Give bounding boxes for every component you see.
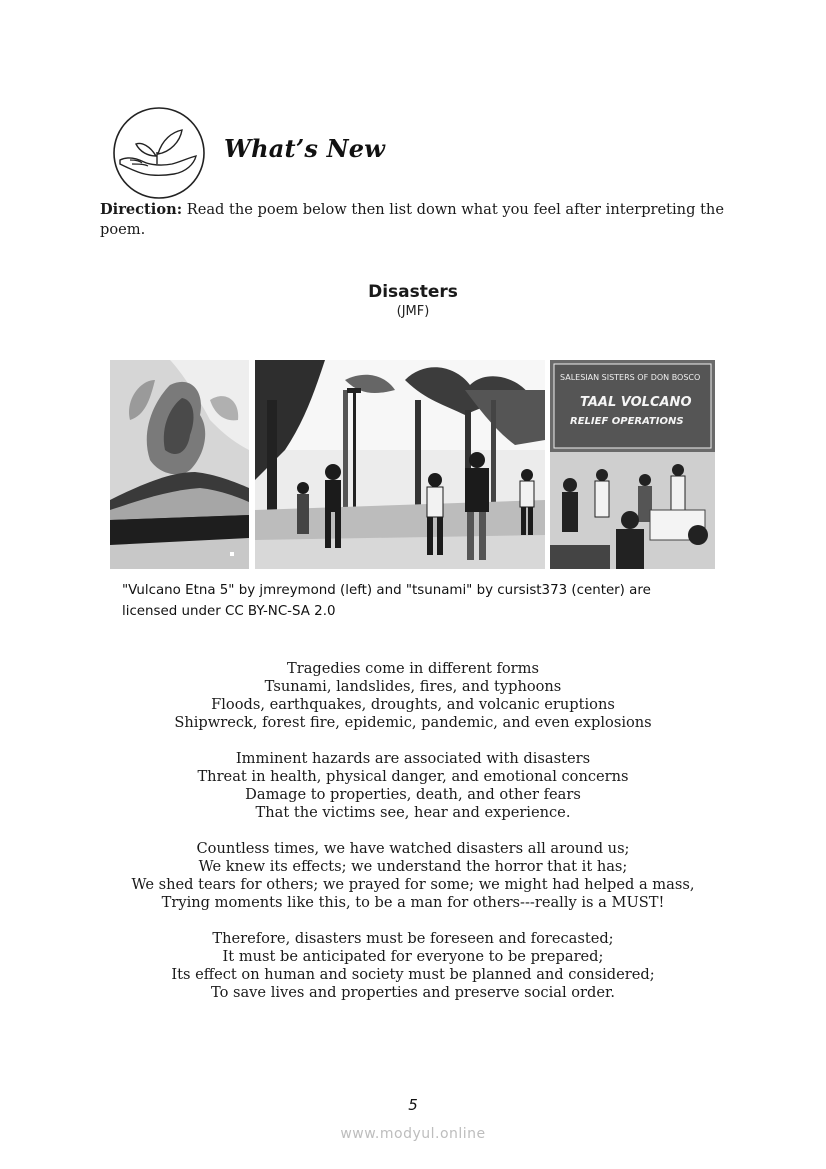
volcano-photo: [110, 360, 249, 569]
relief-operations-photo: [550, 360, 715, 569]
poem-line: Floods, earthquakes, droughts, and volcanic eruptions: [211, 696, 615, 713]
banner-line-2: TAAL VOLCANO: [580, 395, 692, 410]
poem-stanza-3: [0, 840, 826, 912]
page-number: 5: [408, 1096, 418, 1114]
poem-title: Disasters: [368, 282, 458, 302]
image-credits: [122, 580, 712, 622]
poem-line: Imminent hazards are associated with disasters: [235, 750, 591, 767]
poem-line: To save lives and properties and preserve social order.: [210, 984, 616, 1001]
poem-author: (JMF): [396, 304, 430, 319]
banner-line-3: RELIEF OPERATIONS: [570, 416, 684, 427]
poem-body: [0, 660, 826, 1020]
poem-stanza-1: [0, 660, 826, 732]
watermark: www.modyul.online: [340, 1126, 486, 1142]
section-title: What’s New: [224, 134, 386, 163]
poem-line: Its effect on human and society must be planned and considered;: [171, 966, 655, 983]
poem-line: Tragedies come in different forms: [287, 660, 539, 677]
poem-line: Tsunami, landslides, fires, and typhoons: [264, 678, 562, 695]
poem-stanza-4: [0, 930, 826, 1002]
poem-line: We shed tears for others; we prayed for some; we might had helped a mass,: [131, 876, 695, 893]
banner-line-1: SALESIAN SISTERS OF DON BOSCO: [560, 373, 701, 382]
poem-line: Damage to properties, death, and other fears: [245, 786, 581, 803]
poem-line: Shipwreck, forest fire, epidemic, pandemic, and even explosions: [174, 714, 652, 731]
direction-text: Read the poem below then list down what you feel after interpreting the poem.: [100, 201, 724, 238]
poem-line: It must be anticipated for everyone to be prepared;: [222, 948, 604, 965]
tsunami-photo: [255, 360, 545, 569]
poem-line: We knew its effects; we understand the horror that it has;: [198, 858, 628, 875]
poem-line: Countless times, we have watched disasters all around us;: [196, 840, 630, 857]
poem-line: That the victims see, hear and experience.: [255, 804, 571, 821]
poem-stanza-2: [0, 750, 826, 822]
credits-line-1: "Vulcano Etna 5" by jmreymond (left) and "tsunami" by cursist373 (center) are: [122, 583, 651, 598]
poem-line: Therefore, disasters must be foreseen and forecasted;: [212, 930, 614, 947]
credits-line-2: licensed under CC BY-NC-SA 2.0: [122, 604, 336, 619]
direction-paragraph: [100, 200, 728, 240]
hands-with-seedling-icon: [112, 106, 206, 200]
direction-label: Direction:: [100, 201, 183, 218]
poem-line: Threat in health, physical danger, and emotional concerns: [197, 768, 629, 785]
poem-line: Trying moments like this, to be a man for others---really is a MUST!: [161, 894, 665, 911]
